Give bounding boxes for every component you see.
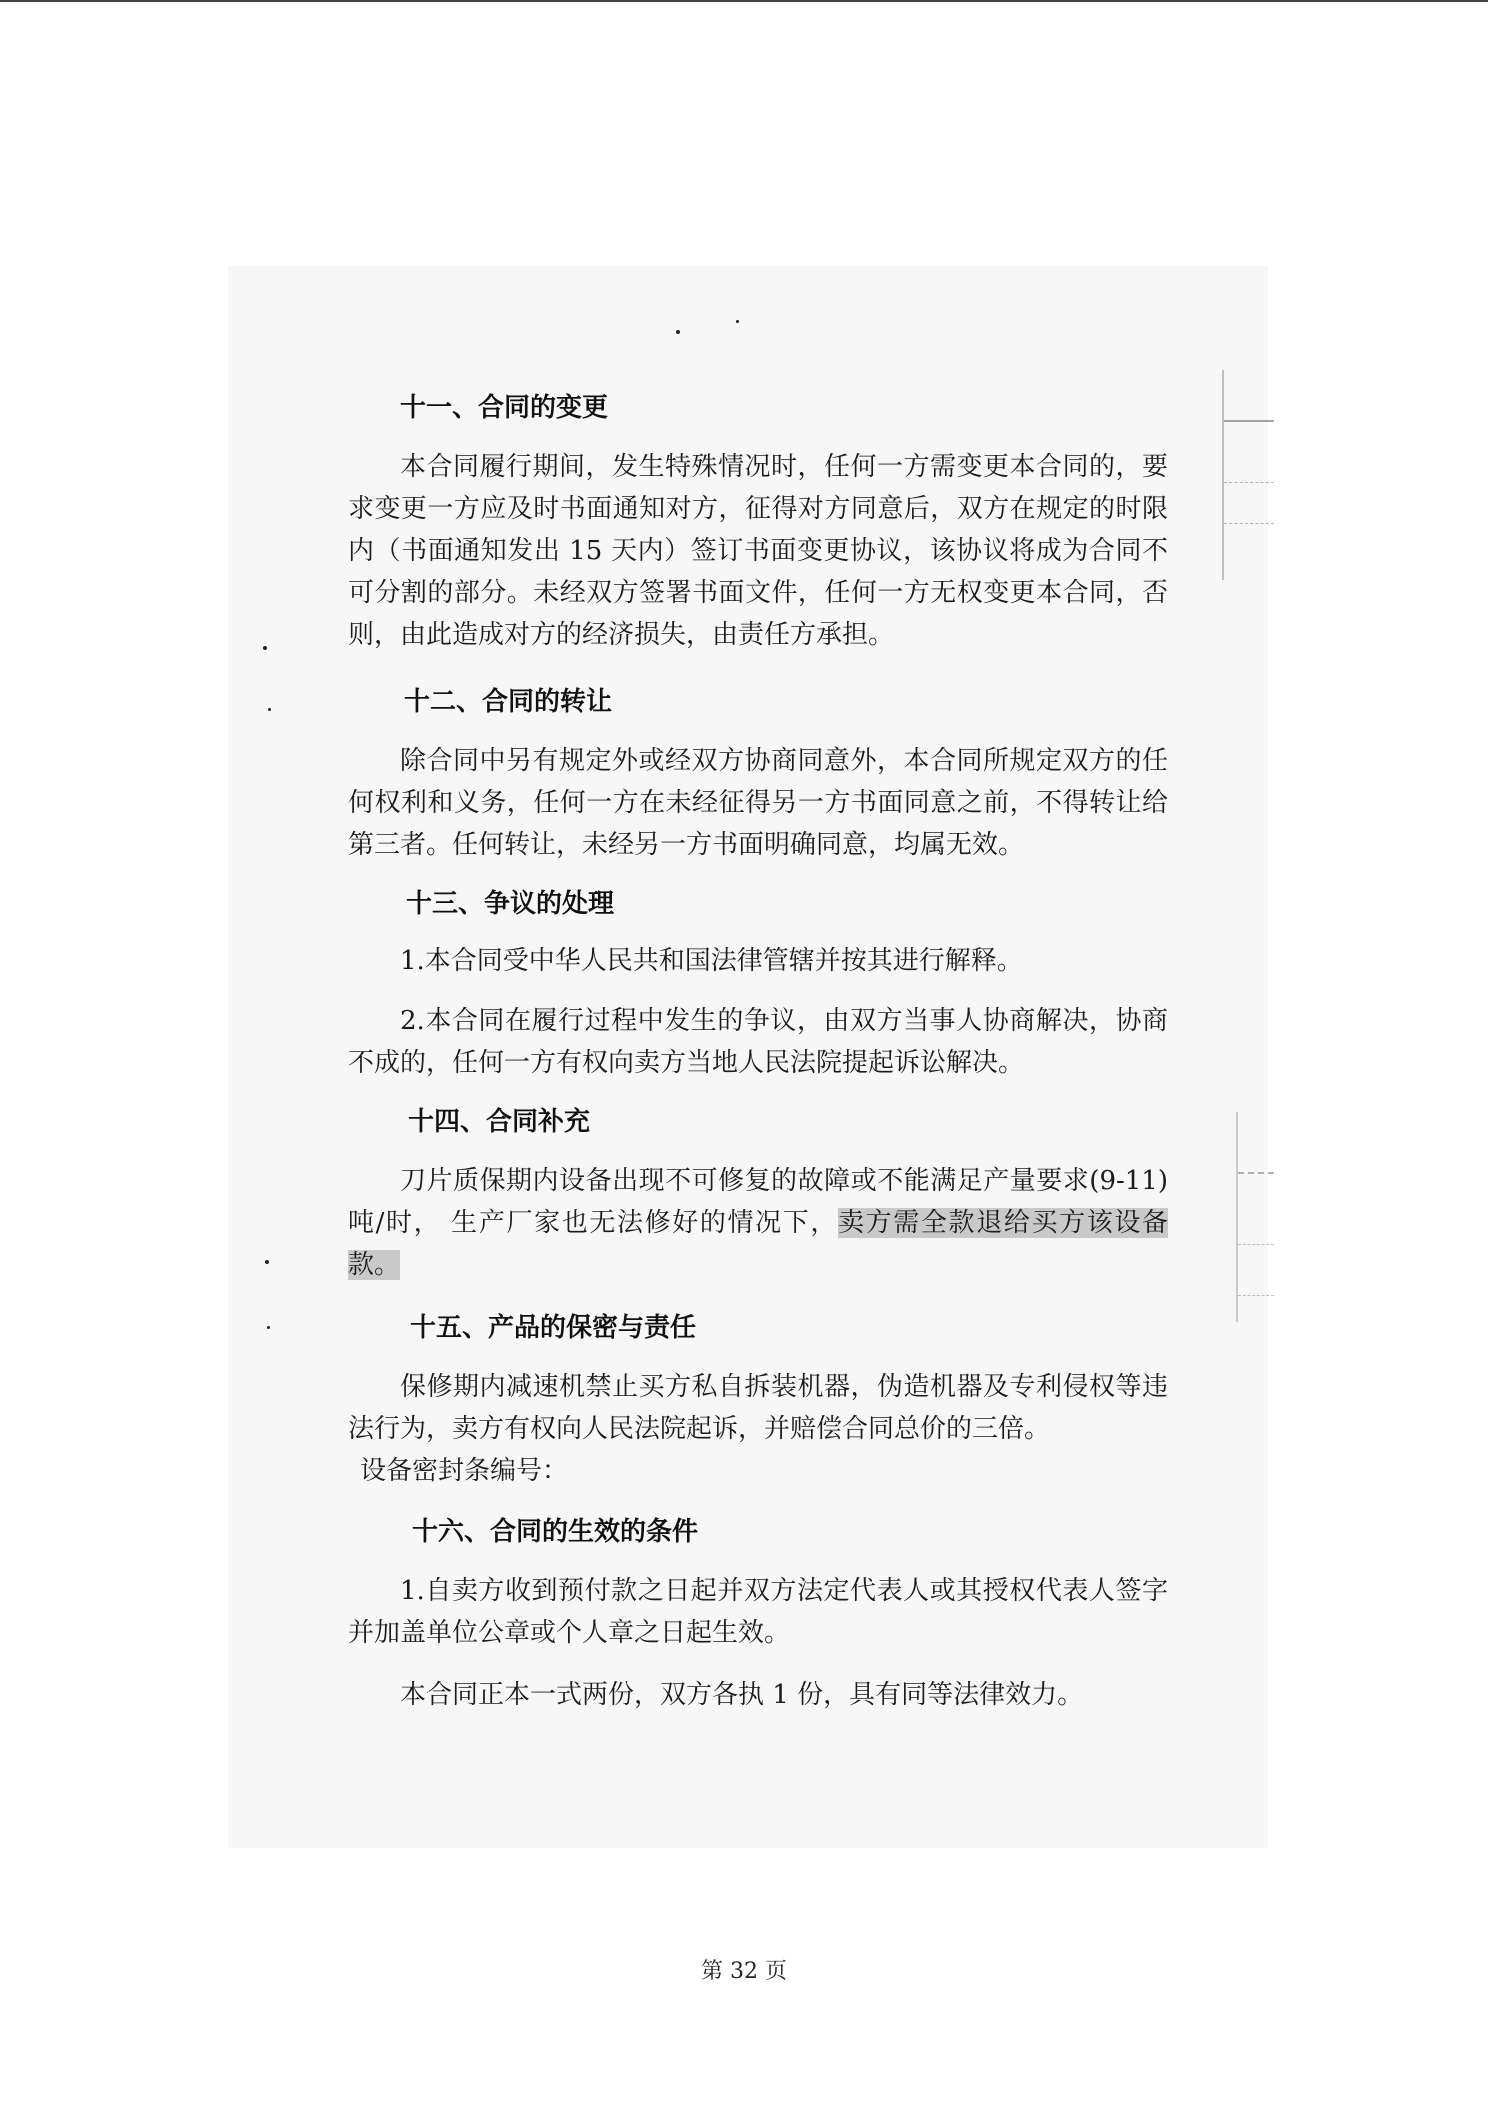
section-paragraph: 1.自卖方收到预付款之日起并双方法定代表人或其授权代表人签字并加盖单位公章或个人章之日起生效。 [348, 1576, 1168, 1648]
section-paragraph: 除合同中另有规定外或经双方协商同意外，本合同所规定双方的任何权利和义务，任何一方在未经征得另一方书面同意之前，不得转让给第三者。任何转让，未经另一方书面明确同意，均属无效。 [348, 746, 1168, 860]
section-14 [348, 1104, 1168, 1286]
section-heading: 十五、产品的保密与责任 [410, 1313, 697, 1343]
paragraph-text: 刀片质保期内设备出现不可修复的故障或不能满足产量要求(9-11)吨/时， 生产厂家也无法修好的情况下， [348, 1166, 1168, 1238]
section-12 [348, 684, 1168, 866]
section-13 [348, 886, 1168, 1084]
section-heading: 十四、合同补充 [408, 1107, 591, 1137]
highlighted-text: 卖方需全款退给买方该设备款。 [348, 1208, 1168, 1280]
section-paragraph: 2.本合同在履行过程中发生的争议，由双方当事人协商解决，协商不成的，任何一方有权向卖方当地人民法院提起诉讼解决。 [348, 1006, 1168, 1078]
section-heading: 十二、合同的转让 [404, 687, 613, 717]
section-paragraph: 1.本合同受中华人民共和国法律管辖并按其进行解释。 [400, 946, 1023, 976]
section-paragraph [348, 1160, 1168, 1286]
section-11 [348, 390, 1168, 656]
margin-stamp-upper [1222, 370, 1274, 580]
section-paragraph: 设备密封条编号： [360, 1456, 569, 1486]
contract-body [348, 390, 1168, 1716]
section-heading: 十一、合同的变更 [400, 393, 609, 423]
section-15 [348, 1310, 1168, 1492]
top-border [0, 0, 1488, 2]
margin-stamp-lower [1236, 1112, 1274, 1322]
page-number: 第 32 页 [701, 1959, 787, 1984]
section-heading: 十六、合同的生效的条件 [412, 1517, 699, 1547]
section-paragraph: 本合同正本一式两份，双方各执 1 份，具有同等法律效力。 [400, 1680, 1084, 1710]
section-16 [348, 1514, 1168, 1716]
section-heading: 十三、争议的处理 [406, 889, 615, 919]
section-paragraph: 本合同履行期间，发生特殊情况时，任何一方需变更本合同的，要求变更一方应及时书面通知对方，征得对方同意后，双方在规定的时限内（书面通知发出 15 天内）签订书面变更协议，该协议将成为合同不可分割的部分。未经双方签署书面文件，任何一方无权变更本合同，否则，由此造成对方的经济损失，由责任方承担。 [348, 452, 1168, 650]
section-paragraph: 保修期内减速机禁止买方私自拆装机器，伪造机器及专利侵权等违法行为，卖方有权向人民法院起诉，并赔偿合同总价的三倍。 [348, 1372, 1168, 1444]
